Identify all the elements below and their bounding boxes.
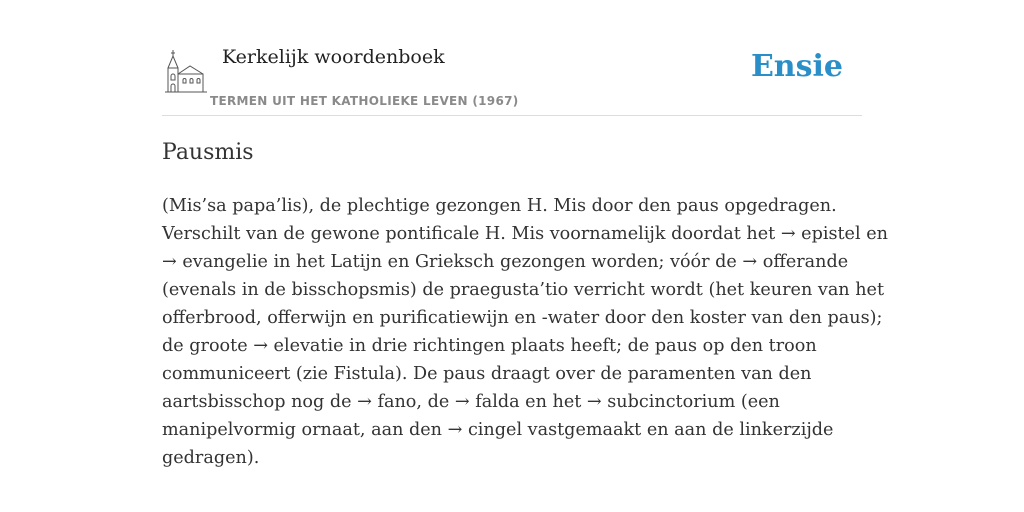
entry-line: de groote → elevatie in drie richtingen plaats heeft; de paus op den troon (162, 336, 817, 356)
xref-subcinctorium[interactable]: → subcinctorium (een (586, 392, 780, 412)
xref-evangelie[interactable]: → evangelie in het Latijn en Grieksch gezongen worden; vóór de (162, 252, 737, 272)
entry-line: (evenals in de bisschopsmis) de praegusta’tio verricht wordt (het keuren van het (162, 280, 885, 300)
entry-line: manipelvormig ornaat, aan den → cingel vastgemaakt en aan de linkerzijde (162, 420, 834, 440)
xref-elevatie[interactable]: → elevatie in drie richtingen plaats heeft; de paus op den troon (253, 336, 817, 356)
entry-line: gedragen). (162, 448, 260, 468)
xref-epistel[interactable]: → epistel en (780, 224, 888, 244)
entry-line (162, 248, 862, 276)
church-icon (165, 50, 207, 94)
entry-line: Verschilt van de gewone pontificale H. Mis voornamelijk doordat het → epistel en (162, 224, 888, 244)
xref-fano[interactable]: → fano, de (357, 392, 450, 412)
brand-logo[interactable]: Ensie (750, 49, 843, 84)
entry-line: aartsbisschop nog de → fano, de → falda en het → subcinctorium (een (162, 392, 780, 412)
book-subtitle: TERMEN UIT HET KATHOLIEKE LEVEN (1967) (210, 94, 519, 108)
entry-title: Pausmis (162, 140, 254, 165)
entry-line: offerbrood, offerwijn en purificatiewijn en -water door den koster van den paus); (162, 308, 883, 328)
xref-offerande[interactable]: → offerande (742, 252, 849, 272)
xref-falda[interactable]: → falda en het (454, 392, 582, 412)
xref-cingel[interactable]: → cingel vastgemaakt en aan de linkerzijde (447, 420, 834, 440)
book-title[interactable]: Kerkelijk woordenboek (222, 46, 445, 68)
entry-body (162, 192, 888, 472)
entry-line: communiceert (zie Fistula). De paus draagt over de paramenten van den (162, 364, 812, 384)
entry-line: (Mis’sa papa’lis), de plechtige gezongen H. Mis door den paus opgedragen. (162, 196, 837, 216)
site-header (162, 40, 862, 116)
